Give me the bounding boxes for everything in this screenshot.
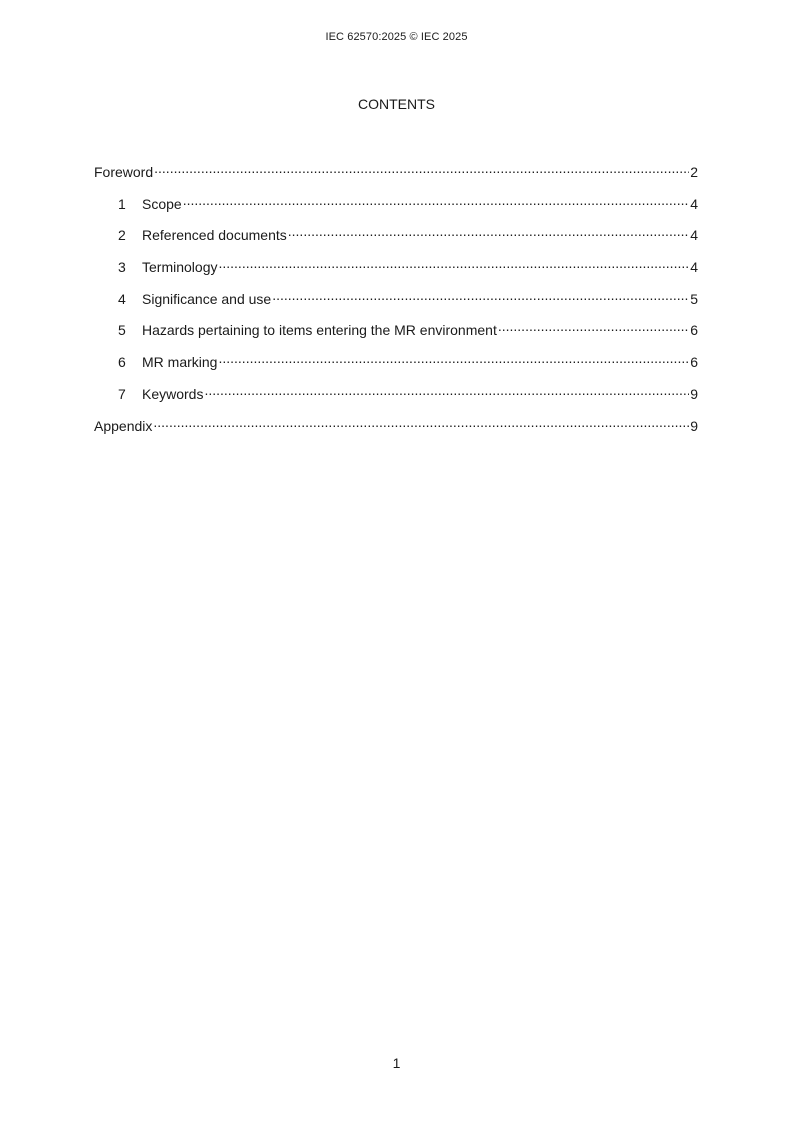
toc-entry-scope[interactable] <box>94 191 698 223</box>
toc-dot-leader <box>218 349 689 367</box>
toc-entry-number: 7 <box>118 385 126 402</box>
toc-entry-page: 5 <box>690 290 698 307</box>
toc-entry-hazards[interactable] <box>94 317 698 349</box>
toc-entry-number: 4 <box>118 290 126 307</box>
toc-entry-mr-marking[interactable] <box>94 349 698 381</box>
toc-entry-label: MR marking <box>142 354 218 371</box>
toc-entry-page: 2 <box>690 164 698 180</box>
toc-entry-number: 1 <box>118 195 126 212</box>
toc-dot-leader <box>153 413 689 431</box>
toc-entry-keywords[interactable] <box>94 381 698 413</box>
toc-entry-label: Terminology <box>142 259 218 276</box>
page-header: IEC 62570:2025 © IEC 2025 <box>325 31 468 43</box>
toc-entry-page: 9 <box>690 385 698 402</box>
toc-entry-page: 6 <box>690 322 698 339</box>
toc-entry-number: 5 <box>118 322 126 339</box>
toc-entry-label: Foreword <box>94 164 154 180</box>
toc-entry-page: 6 <box>690 354 698 371</box>
page-number: 1 <box>392 1055 401 1071</box>
toc-dot-leader <box>498 317 689 335</box>
toc-entry-number: 2 <box>118 227 126 244</box>
toc-entry-label: Hazards pertaining to items entering the MR environment <box>142 322 497 339</box>
toc-entry-page: 4 <box>690 227 698 244</box>
toc-dot-leader <box>288 222 689 240</box>
toc-entry-label: Appendix <box>94 417 153 434</box>
toc-entry-label: Scope <box>142 195 182 212</box>
toc-entry-foreword[interactable] <box>94 159 698 191</box>
toc-dot-leader <box>183 191 690 209</box>
toc-title: CONTENTS <box>358 96 435 112</box>
toc-entry-appendix[interactable] <box>94 413 698 445</box>
toc-entry-number: 6 <box>118 354 126 371</box>
toc-entry-label: Keywords <box>142 385 204 402</box>
toc-entry-page: 9 <box>690 417 698 434</box>
toc-entry-page: 4 <box>690 195 698 212</box>
toc-dot-leader <box>204 381 689 399</box>
table-of-contents <box>94 159 698 444</box>
toc-entry-number: 3 <box>118 259 126 276</box>
toc-entry-label: Referenced documents <box>142 227 287 244</box>
toc-entry-referenced-documents[interactable] <box>94 222 698 254</box>
toc-dot-leader <box>154 159 689 177</box>
toc-dot-leader <box>218 254 689 272</box>
toc-dot-leader <box>272 286 689 304</box>
toc-entry-significance-and-use[interactable] <box>94 286 698 318</box>
toc-entry-label: Significance and use <box>142 290 272 307</box>
toc-entry-page: 4 <box>690 259 698 276</box>
toc-entry-terminology[interactable] <box>94 254 698 286</box>
